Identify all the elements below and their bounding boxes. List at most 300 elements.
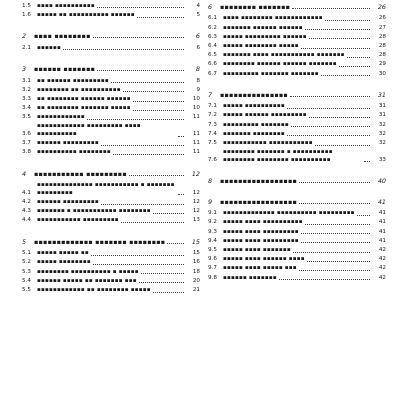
entry-title: ▪▪▪▪▪▪▪ ▪▪▪▪▪▪▪▪ bbox=[223, 130, 285, 137]
toc-section-heading[interactable] bbox=[208, 176, 386, 186]
page-number: 30 bbox=[378, 70, 386, 77]
entry-number: 5.3 bbox=[22, 268, 31, 275]
toc-left-column bbox=[22, 2, 200, 295]
entry-number: 7.6 bbox=[208, 156, 217, 163]
page-number: 28 bbox=[378, 33, 386, 40]
page-number: 42 bbox=[378, 246, 386, 253]
toc-section-heading[interactable] bbox=[208, 197, 386, 207]
entry-number: 3.2 bbox=[22, 86, 31, 93]
dot-leader bbox=[321, 75, 370, 76]
toc-entry[interactable] bbox=[208, 246, 386, 255]
toc-entry[interactable] bbox=[22, 77, 200, 86]
title-wrap bbox=[220, 198, 371, 206]
dot-leader bbox=[293, 252, 370, 253]
toc-entry[interactable] bbox=[22, 123, 200, 140]
entry-number: 1.6 bbox=[22, 11, 31, 18]
toc-entry[interactable] bbox=[208, 237, 386, 246]
entry-number: 9.3 bbox=[208, 228, 217, 235]
toc-entry[interactable] bbox=[208, 148, 386, 165]
section-title: ▪▪▪▪▪▪▪▪▪▪▪▪▪▪▪▪▪ bbox=[220, 177, 298, 186]
toc-entry[interactable] bbox=[22, 114, 200, 123]
section-title: ▪▪▪▪▪▪▪▪ ▪▪▪▪▪▪▪ bbox=[220, 2, 291, 11]
toc-section-heading[interactable] bbox=[208, 90, 386, 100]
dot-leader bbox=[301, 242, 370, 243]
dot-leader bbox=[87, 119, 184, 120]
section-title: ▪▪▪▪▪▪▪▪▪▪▪▪▪▪▪▪▪ bbox=[220, 197, 298, 206]
entry-number: 5.5 bbox=[22, 286, 31, 293]
title-wrap bbox=[37, 278, 185, 286]
page-number: 27 bbox=[378, 24, 386, 31]
page-number: 40 bbox=[377, 177, 386, 186]
title-wrap bbox=[223, 149, 371, 164]
dot-leader bbox=[141, 273, 184, 274]
entry-number: 6.4 bbox=[208, 42, 217, 49]
title-wrap bbox=[223, 15, 371, 23]
section-number: 5 bbox=[22, 237, 27, 246]
toc-section bbox=[22, 2, 200, 20]
entry-title: ▪▪▪▪▪ ▪▪▪▪▪▪▪▪▪ ▪▪▪▪▪▪ bbox=[223, 33, 307, 40]
entry-title: ▪▪▪▪▪ ▪▪▪▪ ▪▪▪▪▪▪▪▪▪ bbox=[223, 237, 299, 244]
page-number: 20 bbox=[192, 277, 200, 284]
dot-leader bbox=[93, 264, 184, 265]
title-wrap bbox=[37, 259, 185, 267]
title-wrap bbox=[223, 61, 371, 69]
entry-title: ▪▪▪▪▪▪▪▪▪ ▪▪▪▪▪▪▪ bbox=[223, 121, 289, 128]
dot-leader bbox=[301, 233, 370, 234]
toc-entry[interactable] bbox=[208, 112, 386, 121]
page-number: 28 bbox=[378, 52, 386, 59]
page-number: 16 bbox=[192, 259, 200, 266]
section-number: 3 bbox=[22, 64, 27, 73]
dot-leader bbox=[91, 255, 184, 256]
dot-leader bbox=[97, 70, 184, 71]
toc-entry[interactable] bbox=[22, 149, 200, 158]
toc-entry[interactable] bbox=[22, 207, 200, 216]
entry-title: ▪▪▪▪▪▪ ▪▪▪▪▪▪▪▪▪ bbox=[37, 199, 99, 206]
dot-leader bbox=[137, 17, 184, 18]
entry-number: 1.5 bbox=[22, 2, 31, 9]
toc-entry[interactable] bbox=[22, 86, 200, 95]
entry-title: ▪▪▪▪▪▪▪▪▪▪▪▪ ▪▪ ▪▪▪▪▪▪▪▪ ▪▪▪▪▪ bbox=[37, 286, 151, 293]
entry-title: ▪▪▪▪▪ ▪▪▪▪ ▪▪▪▪▪▪▪▪▪▪ bbox=[223, 219, 303, 226]
toc-section bbox=[208, 90, 386, 165]
toc-section-heading[interactable] bbox=[22, 31, 200, 41]
page-number: 41 bbox=[378, 210, 386, 217]
page-number: 11 bbox=[192, 114, 200, 121]
page-number: 21 bbox=[192, 286, 200, 293]
title-wrap bbox=[223, 238, 371, 246]
page-number: 41 bbox=[378, 237, 386, 244]
page-number: 6 bbox=[196, 44, 200, 51]
page-number: 10 bbox=[192, 95, 200, 102]
page-number: 26 bbox=[378, 15, 386, 22]
toc-entry[interactable] bbox=[208, 139, 386, 148]
title-wrap bbox=[223, 247, 371, 255]
title-wrap bbox=[37, 250, 185, 258]
entry-number: 9.8 bbox=[208, 274, 217, 281]
page-number: 6 bbox=[195, 32, 200, 41]
entry-number: 9.7 bbox=[208, 265, 217, 272]
page-number: 15 bbox=[191, 237, 200, 246]
entry-title: ▪▪▪▪▪ ▪▪▪▪ ▪▪▪▪▪▪▪ bbox=[223, 246, 291, 253]
entry-title: ▪▪ ▪▪▪▪▪▪ ▪▪▪▪▪▪▪▪▪ bbox=[37, 77, 109, 84]
entry-number: 3.1 bbox=[22, 77, 31, 84]
dot-leader bbox=[153, 213, 184, 214]
toc-entry[interactable] bbox=[22, 2, 200, 11]
toc-entry[interactable] bbox=[22, 286, 200, 295]
title-wrap bbox=[223, 71, 371, 79]
entry-number: 4.3 bbox=[22, 208, 31, 215]
page-number: 42 bbox=[378, 265, 386, 272]
title-wrap bbox=[37, 123, 185, 138]
toc-entry[interactable] bbox=[22, 268, 200, 277]
title-wrap bbox=[37, 45, 185, 53]
entry-number: 3.8 bbox=[22, 149, 31, 156]
title-wrap bbox=[37, 182, 185, 197]
entry-number: 4.4 bbox=[22, 217, 31, 224]
section-title: ▪▪▪▪▪▪▪▪▪▪▪ ▪▪▪▪▪▪▪▪▪ bbox=[34, 169, 127, 178]
entry-title: ▪▪▪▪▪ ▪▪▪▪▪ ▪▪ bbox=[37, 250, 89, 257]
entry-title: ▪▪▪▪▪▪▪▪ ▪▪▪▪▪▪ ▪▪▪▪▪▪ ▪▪▪▪▪▪▪ bbox=[223, 61, 337, 68]
entry-title: ▪▪▪▪▪▪▪ ▪▪▪▪▪▪ ▪▪▪▪▪▪ bbox=[223, 24, 303, 31]
dot-leader bbox=[357, 215, 370, 216]
title-wrap bbox=[37, 78, 185, 86]
dot-leader bbox=[309, 38, 370, 39]
dot-leader bbox=[325, 20, 370, 21]
title-wrap bbox=[223, 43, 371, 51]
entry-title: ▪▪▪▪▪ ▪▪▪▪ ▪▪▪▪▪ ▪▪▪ bbox=[223, 265, 297, 272]
title-wrap bbox=[223, 34, 371, 42]
dot-leader bbox=[101, 145, 184, 146]
page-number: 29 bbox=[378, 61, 386, 68]
toc-entry[interactable] bbox=[208, 209, 386, 218]
entry-title: ▪▪▪▪▪ ▪▪▪▪▪▪ ▪▪▪▪▪▪▪▪▪ bbox=[223, 112, 307, 119]
dot-leader bbox=[139, 282, 184, 283]
toc-entry[interactable] bbox=[22, 139, 200, 148]
entry-number: 3.5 bbox=[22, 114, 31, 121]
title-wrap bbox=[223, 112, 371, 120]
dot-leader bbox=[292, 8, 370, 9]
title-wrap bbox=[223, 140, 371, 148]
toc-section-heading[interactable] bbox=[208, 2, 386, 12]
entry-number: 9.5 bbox=[208, 246, 217, 253]
title-wrap bbox=[223, 229, 371, 237]
page-number: 11 bbox=[192, 140, 200, 147]
section-title: ▪▪▪▪▪▪ ▪▪▪▪▪▪▪ bbox=[34, 64, 96, 73]
title-wrap bbox=[34, 238, 185, 246]
entry-number: 6.7 bbox=[208, 70, 217, 77]
page-number: 9 bbox=[196, 86, 200, 93]
entry-title: ▪▪▪▪▪ ▪▪▪▪ ▪▪▪▪▪▪▪▪▪ bbox=[223, 228, 299, 235]
page-number: 8 bbox=[195, 64, 200, 73]
dot-leader bbox=[364, 161, 370, 162]
toc-entry[interactable] bbox=[208, 61, 386, 70]
page-number: 11 bbox=[192, 131, 200, 138]
entry-title: ▪▪▪▪ ▪▪▪▪▪▪▪▪▪▪ bbox=[37, 2, 95, 9]
dot-leader bbox=[299, 182, 370, 183]
title-wrap bbox=[37, 199, 185, 207]
title-wrap bbox=[37, 208, 185, 216]
page-number: 42 bbox=[378, 256, 386, 263]
page-number: 32 bbox=[378, 130, 386, 137]
title-wrap bbox=[34, 65, 185, 73]
page-number: 31 bbox=[377, 90, 386, 99]
title-wrap bbox=[37, 96, 185, 104]
toc-entry[interactable] bbox=[208, 265, 386, 274]
toc-entry[interactable] bbox=[208, 121, 386, 130]
dot-leader bbox=[291, 126, 370, 127]
dot-leader bbox=[309, 117, 370, 118]
dot-leader bbox=[307, 261, 370, 262]
dot-leader bbox=[133, 110, 184, 111]
dot-leader bbox=[287, 108, 370, 109]
toc-entry[interactable] bbox=[208, 33, 386, 42]
title-wrap bbox=[37, 287, 185, 295]
toc-section-heading[interactable] bbox=[22, 169, 200, 179]
dot-leader bbox=[299, 270, 370, 271]
dot-leader bbox=[167, 243, 184, 244]
entry-number: 5.1 bbox=[22, 250, 31, 257]
section-number: 7 bbox=[208, 90, 213, 99]
entry-number: 9.1 bbox=[208, 210, 217, 217]
title-wrap bbox=[223, 103, 371, 111]
section-title: ▪▪▪▪ ▪▪▪▪▪▪▪▪ bbox=[34, 32, 91, 41]
toc-section bbox=[208, 2, 386, 79]
title-wrap bbox=[223, 210, 371, 218]
entry-title: ▪▪▪▪▪▪▪▪▪ ▪▪▪▪▪▪▪ ▪▪▪▪▪▪▪ bbox=[223, 70, 319, 77]
toc-section bbox=[22, 64, 200, 158]
toc-entry[interactable] bbox=[208, 130, 386, 139]
toc-entry[interactable] bbox=[22, 11, 200, 20]
entry-title: ▪▪▪▪▪▪▪▪ ▪▪▪▪▪▪▪▪▪▪ ▪ ▪▪▪▪▪ bbox=[37, 268, 139, 275]
dot-leader bbox=[305, 29, 370, 30]
title-wrap bbox=[37, 217, 185, 225]
dot-leader bbox=[133, 101, 184, 102]
dot-leader bbox=[63, 49, 184, 50]
entry-title: ▪▪▪▪▪▪ ▪▪▪▪▪▪▪ bbox=[223, 274, 277, 281]
entry-number: 7.2 bbox=[208, 112, 217, 119]
toc-entry[interactable] bbox=[208, 70, 386, 79]
toc-entry[interactable] bbox=[22, 259, 200, 268]
entry-title: ▪▪▪▪▪ ▪▪▪▪▪▪▪▪ ▪▪▪▪▪ bbox=[223, 42, 299, 49]
dot-leader bbox=[97, 7, 184, 8]
toc-entry[interactable] bbox=[208, 228, 386, 237]
title-wrap bbox=[37, 149, 185, 157]
dot-leader bbox=[315, 145, 370, 146]
toc-section-heading[interactable] bbox=[22, 64, 200, 74]
entry-title: ▪▪▪▪▪▪▪▪▪▪▪▪▪▪ ▪▪▪▪▪▪▪▪▪▪▪ ▪ ▪▪▪▪▪▪▪ ▪▪▪▪▪▪▪▪▪ bbox=[37, 182, 175, 196]
toc-section bbox=[208, 176, 386, 186]
dot-leader bbox=[290, 96, 370, 97]
title-wrap bbox=[37, 12, 185, 20]
section-number: 9 bbox=[208, 197, 213, 206]
entry-number: 3.4 bbox=[22, 105, 31, 112]
entry-title: ▪▪▪▪▪▪▪▪▪▪▪▪ bbox=[37, 114, 85, 121]
title-wrap bbox=[37, 105, 185, 113]
toc-entry[interactable] bbox=[208, 24, 386, 33]
page-number: 28 bbox=[378, 42, 386, 49]
dot-leader bbox=[299, 203, 370, 204]
toc-entry[interactable] bbox=[22, 95, 200, 104]
toc-section-heading[interactable] bbox=[22, 237, 200, 247]
section-title: ▪▪▪▪▪▪▪▪▪▪▪▪▪▪▪ bbox=[220, 90, 288, 99]
section-number: 8 bbox=[208, 177, 213, 186]
entry-number: 2.1 bbox=[22, 44, 31, 51]
title-wrap bbox=[220, 91, 371, 99]
title-wrap bbox=[34, 32, 185, 40]
dot-leader bbox=[339, 66, 370, 67]
toc-section bbox=[22, 31, 200, 53]
section-number: 4 bbox=[22, 169, 27, 178]
title-wrap bbox=[37, 269, 185, 277]
page-number: 10 bbox=[192, 105, 200, 112]
title-wrap bbox=[223, 275, 371, 283]
entry-number: 6.1 bbox=[208, 15, 217, 22]
title-wrap bbox=[223, 265, 371, 273]
entry-title: ▪▪▪▪▪▪▪▪ ▪▪ ▪▪▪▪▪▪▪▪▪▪ bbox=[37, 86, 121, 93]
page-number: 41 bbox=[378, 228, 386, 235]
title-wrap bbox=[223, 131, 371, 139]
title-wrap bbox=[223, 52, 371, 60]
toc-entry[interactable] bbox=[208, 42, 386, 51]
page-number: 31 bbox=[378, 103, 386, 110]
dot-leader bbox=[123, 91, 184, 92]
entry-title: ▪▪ ▪▪▪▪▪▪▪▪ ▪▪▪▪▪▪ ▪▪▪▪▪▪ bbox=[37, 95, 131, 102]
entry-number: 3.6 bbox=[22, 131, 31, 138]
toc-entry[interactable] bbox=[22, 104, 200, 113]
dot-leader bbox=[113, 154, 184, 155]
toc-entry[interactable] bbox=[22, 198, 200, 207]
dot-leader bbox=[101, 204, 184, 205]
dot-leader bbox=[347, 57, 370, 58]
toc-right-column bbox=[208, 2, 386, 283]
title-wrap bbox=[37, 87, 185, 95]
entry-title: ▪▪▪▪▪▪▪▪▪▪▪▪▪ ▪▪▪▪▪▪▪▪▪▪ ▪▪▪▪▪▪▪▪▪ bbox=[223, 210, 355, 217]
toc-entry[interactable] bbox=[22, 44, 200, 53]
entry-number: 7.3 bbox=[208, 121, 217, 128]
entry-title: ▪▪▪▪▪ ▪▪▪▪▪▪▪▪ bbox=[37, 259, 91, 266]
page-number: 5 bbox=[196, 11, 200, 18]
entry-number: 9.6 bbox=[208, 256, 217, 263]
entry-title: ▪▪▪▪ ▪▪▪▪▪▪▪▪ ▪▪▪▪▪▪▪▪▪▪▪▪ bbox=[223, 15, 323, 22]
title-wrap bbox=[37, 140, 185, 148]
title-wrap bbox=[34, 170, 185, 178]
entry-title: ▪▪▪▪▪▪▪▪▪▪ ▪▪▪▪▪▪▪▪ bbox=[37, 149, 111, 156]
toc-entry[interactable] bbox=[208, 274, 386, 283]
toc-entry[interactable] bbox=[22, 277, 200, 286]
dot-leader bbox=[93, 37, 184, 38]
entry-title: ▪▪▪▪▪▪ bbox=[37, 44, 61, 51]
toc-entry[interactable] bbox=[208, 15, 386, 24]
toc-entry[interactable] bbox=[208, 51, 386, 60]
toc-entry[interactable] bbox=[22, 181, 200, 198]
dot-leader bbox=[287, 135, 370, 136]
page-number: 13 bbox=[192, 217, 200, 224]
title-wrap bbox=[223, 256, 371, 264]
title-wrap bbox=[223, 219, 371, 227]
entry-title: ▪▪▪▪▪▪▪▪▪▪▪ ▪▪▪▪▪▪▪▪▪▪▪ bbox=[223, 140, 313, 147]
entry-number: 6.6 bbox=[208, 61, 217, 68]
section-number: 6 bbox=[208, 2, 213, 11]
entry-title: ▪▪▪▪▪▪▪▪ ▪▪▪▪▪▪▪ ▪ ▪▪▪▪▪▪▪▪▪▪ ▪▪▪▪▪▪▪▪ ▪▪▪▪▪▪▪▪ ▪▪▪▪▪▪▪▪▪▪ bbox=[223, 149, 333, 163]
dot-leader bbox=[129, 175, 184, 176]
dot-leader bbox=[111, 82, 184, 83]
page-number: 15 bbox=[192, 250, 200, 257]
toc-entry[interactable] bbox=[22, 217, 200, 226]
page-number: 4 bbox=[196, 2, 200, 9]
entry-number: 4.1 bbox=[22, 189, 31, 196]
entry-number: 9.4 bbox=[208, 237, 217, 244]
entry-title: ▪▪▪▪▪▪▪▪▪▪▪ ▪▪▪▪▪▪▪▪▪ bbox=[37, 217, 119, 224]
page-number: 42 bbox=[378, 274, 386, 281]
entry-number: 6.3 bbox=[208, 33, 217, 40]
entry-number: 6.5 bbox=[208, 52, 217, 59]
entry-title: ▪▪ ▪▪▪▪▪▪▪▪ ▪▪▪▪▪▪▪ ▪▪▪▪▪ bbox=[37, 105, 131, 112]
page-number: 12 bbox=[192, 189, 200, 196]
title-wrap bbox=[37, 3, 185, 11]
page-number: 31 bbox=[378, 112, 386, 119]
entry-number: 5.4 bbox=[22, 277, 31, 284]
entry-title: ▪▪▪▪▪ ▪▪▪▪▪▪▪▪▪▪ bbox=[223, 103, 285, 110]
entry-title: ▪▪▪▪▪▪▪ ▪▪▪▪ ▪▪▪▪▪▪▪▪▪▪▪ ▪▪▪▪▪▪▪ bbox=[223, 52, 345, 59]
dot-leader bbox=[301, 48, 370, 49]
entry-number: 3.3 bbox=[22, 95, 31, 102]
entry-title: ▪▪▪▪▪▪▪ ▪ ▪▪▪▪▪▪▪▪▪▪▪ ▪▪▪▪▪▪▪▪ bbox=[37, 208, 151, 215]
entry-title: ▪▪▪▪▪▪ ▪▪▪▪▪▪▪▪▪ bbox=[37, 140, 99, 147]
entry-title: ▪▪▪▪▪▪ ▪▪▪▪▪ ▪▪ ▪▪▪▪▪▪▪ ▪▪▪ bbox=[37, 277, 137, 284]
entry-number: 4.2 bbox=[22, 199, 31, 206]
entry-title: ▪▪▪▪▪ ▪▪▪▪ ▪▪▪▪▪▪ ▪▪▪▪ bbox=[223, 256, 305, 263]
page-number: 12 bbox=[191, 169, 200, 178]
entry-number: 7.4 bbox=[208, 130, 217, 137]
page-number: 12 bbox=[192, 208, 200, 215]
dot-leader bbox=[153, 292, 184, 293]
page-number: 33 bbox=[378, 156, 386, 163]
toc-entry[interactable] bbox=[208, 103, 386, 112]
page-number: 18 bbox=[192, 268, 200, 275]
entry-title: ▪▪▪▪▪ ▪▪ ▪▪▪▪▪▪▪▪▪▪ ▪▪▪▪▪▪ bbox=[37, 11, 135, 18]
title-wrap bbox=[223, 25, 371, 33]
toc-entry[interactable] bbox=[208, 219, 386, 228]
dot-leader bbox=[279, 279, 370, 280]
entry-title: ▪▪▪▪▪▪▪▪▪▪▪▪ ▪▪▪▪▪▪▪▪▪ ▪▪▪▪ ▪▪▪▪▪▪▪▪▪▪ bbox=[37, 123, 141, 138]
section-number: 2 bbox=[22, 32, 27, 41]
dot-leader bbox=[178, 194, 184, 195]
toc-section bbox=[22, 237, 200, 296]
toc-section bbox=[208, 197, 386, 283]
dot-leader bbox=[178, 136, 184, 137]
title-wrap bbox=[223, 122, 371, 130]
dot-leader bbox=[121, 222, 184, 223]
entry-number: 9.2 bbox=[208, 219, 217, 226]
entry-number: 5.2 bbox=[22, 259, 31, 266]
toc-entry[interactable] bbox=[208, 255, 386, 264]
page-number: 41 bbox=[378, 219, 386, 226]
page-number: 41 bbox=[377, 197, 386, 206]
entry-number: 3.7 bbox=[22, 140, 31, 147]
entry-number: 6.2 bbox=[208, 24, 217, 31]
page-number: 32 bbox=[378, 140, 386, 147]
section-title: ▪▪▪▪▪▪▪▪▪▪▪▪▪ ▪▪▪▪▪▪▪ ▪▪▪▪▪▪▪▪ bbox=[34, 237, 166, 246]
title-wrap bbox=[220, 3, 371, 11]
entry-number: 7.1 bbox=[208, 103, 217, 110]
title-wrap bbox=[37, 114, 185, 122]
toc-entry[interactable] bbox=[22, 249, 200, 258]
entry-number: 7.5 bbox=[208, 140, 217, 147]
page-number: 32 bbox=[378, 121, 386, 128]
title-wrap bbox=[220, 177, 371, 185]
page-number: 26 bbox=[377, 2, 386, 11]
